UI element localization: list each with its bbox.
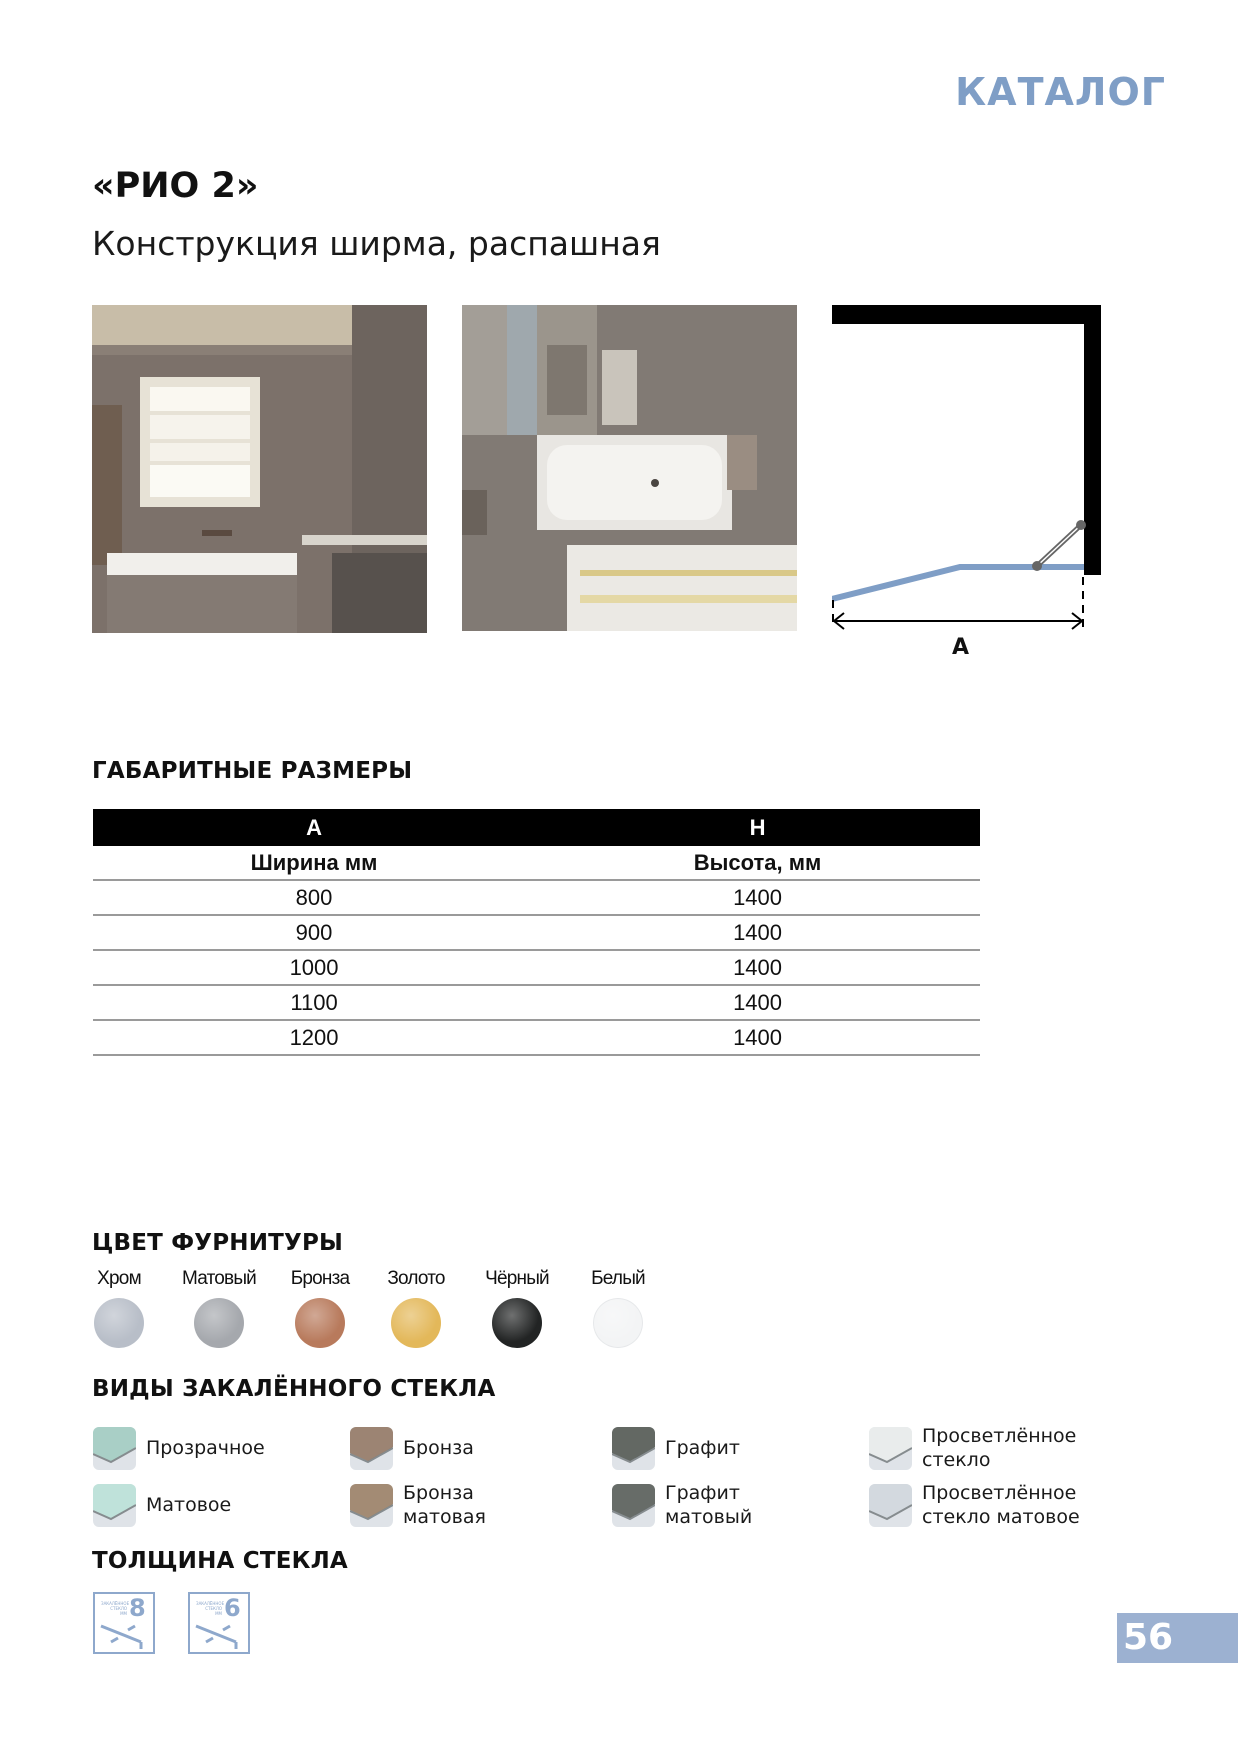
thickness-heading: ТОЛЩИНА СТЕКЛА [92,1548,348,1574]
glass-label-line2: стекло [922,1449,991,1471]
fitting-label: Белый [591,1268,645,1289]
glass-label [146,1436,265,1460]
glass-thickness-icon [93,1592,155,1654]
caption-line: ЗАКАЛЁННОЕ [101,1601,130,1606]
glass-label [665,1481,752,1529]
fitting-label: Хром [97,1268,141,1289]
glass-label [403,1481,486,1529]
bathroom-photo-top [462,305,797,631]
glass-color-swatch [93,1484,136,1527]
glass-panel [832,567,1084,599]
page-number: 56 [1123,1617,1174,1658]
glass-label-line1: Графит [665,1437,740,1459]
col-label-height: Высота, мм [535,846,980,880]
glass-label [922,1424,1076,1472]
glass-label [403,1436,474,1460]
thickness-value: 8 [129,1594,146,1622]
fitting-option [467,1268,567,1348]
caption-line: СТЕКЛО [205,1606,222,1611]
bathroom-photo-front [92,305,427,633]
width-cell: 1200 [93,1020,535,1055]
col-label-width: Ширина мм [93,846,535,880]
glass-option [93,1425,265,1471]
fitting-color-swatch [194,1298,244,1348]
glass-label [146,1493,231,1517]
glass-label-line1: Бронза [403,1437,474,1459]
product-title: «РИО 2» [92,166,259,206]
glass-color-swatch [869,1427,912,1470]
glass-heading: ВИДЫ ЗАКАЛЁННОГО СТЕКЛА [92,1376,496,1402]
wall-right [1084,305,1101,575]
glass-option [612,1425,740,1471]
fitting-label: Чёрный [485,1268,549,1289]
table-row [93,1020,980,1055]
fitting-color-swatch [295,1298,345,1348]
glass-label-line2: стекло матовое [922,1506,1080,1528]
glass-color-swatch [869,1484,912,1527]
glass-label-line2: матовая [403,1506,486,1528]
fitting-color-swatch [492,1298,542,1348]
glass-label-line1: Бронза [403,1482,474,1504]
glass-label-line1: Матовое [146,1494,232,1516]
table-row [93,985,980,1020]
thickness-caption [101,1601,130,1616]
glass-color-swatch [350,1427,393,1470]
col-code-a: A [93,809,535,846]
table-row [93,950,980,985]
height-cell: 1400 [535,880,980,915]
hinge-bottom [1032,561,1042,571]
fittings-heading: ЦВЕТ ФУРНИТУРЫ [92,1230,344,1256]
glass-label [665,1436,740,1460]
glass-color-swatch [93,1427,136,1470]
fitting-label: Золото [387,1268,445,1289]
glass-label-line1: Просветлённое [922,1482,1077,1504]
width-cell: 900 [93,915,535,950]
dimension-label-a: A [952,635,970,660]
product-subtitle: Конструкция ширма, распашная [92,224,661,263]
glass-label-line1: Просветлённое [922,1425,1077,1447]
fitting-option [169,1268,269,1348]
height-cell: 1400 [535,915,980,950]
glass-label-line2: матовый [665,1506,753,1528]
glass-color-swatch [612,1427,655,1470]
width-cell: 1000 [93,950,535,985]
width-cell: 1100 [93,985,535,1020]
height-cell: 1400 [535,1020,980,1055]
glass-option [869,1482,1080,1528]
thickness-caption [196,1601,225,1616]
glass-label [922,1481,1080,1529]
glass-option [93,1482,231,1528]
caption-line: ЗАКАЛЁННОЕ [196,1601,225,1606]
fitting-option [366,1268,466,1348]
fitting-color-swatch [94,1298,144,1348]
thickness-value: 6 [224,1594,241,1622]
glass-color-swatch [350,1484,393,1527]
glass-option [350,1425,474,1471]
caption-line: СТЕКЛО [110,1606,127,1611]
table-row [93,915,980,950]
col-code-h: H [535,809,980,846]
glass-label-line1: Прозрачное [146,1437,265,1459]
installation-diagram [832,305,1104,665]
glass-thickness-icon [188,1592,250,1654]
page-number-badge [1117,1613,1238,1663]
height-cell: 1400 [535,950,980,985]
fitting-option [568,1268,668,1348]
width-cell: 800 [93,880,535,915]
glass-option [869,1425,1076,1471]
caption-line: ММ [215,1611,222,1616]
dimensions-heading: ГАБАРИТНЫЕ РАЗМЕРЫ [92,758,413,784]
hinge-top [1076,520,1086,530]
glass-option [350,1482,486,1528]
fitting-label: Матовый [181,1268,256,1289]
glass-color-swatch [612,1484,655,1527]
catalog-section-label: КАТАЛОГ [955,70,1166,114]
caption-line: ММ [120,1611,127,1616]
height-cell: 1400 [535,985,980,1020]
dimensions-table-wrap [93,809,980,1056]
glass-label-line1: Графит [665,1482,740,1504]
fitting-option [270,1268,370,1348]
fitting-option [69,1268,169,1348]
table-row [93,880,980,915]
fitting-label: Бронза [290,1268,350,1289]
fitting-color-swatch [391,1298,441,1348]
fitting-color-swatch [593,1298,643,1348]
glass-option [612,1482,752,1528]
dimensions-table [93,809,980,1056]
wall-top [832,305,1101,324]
